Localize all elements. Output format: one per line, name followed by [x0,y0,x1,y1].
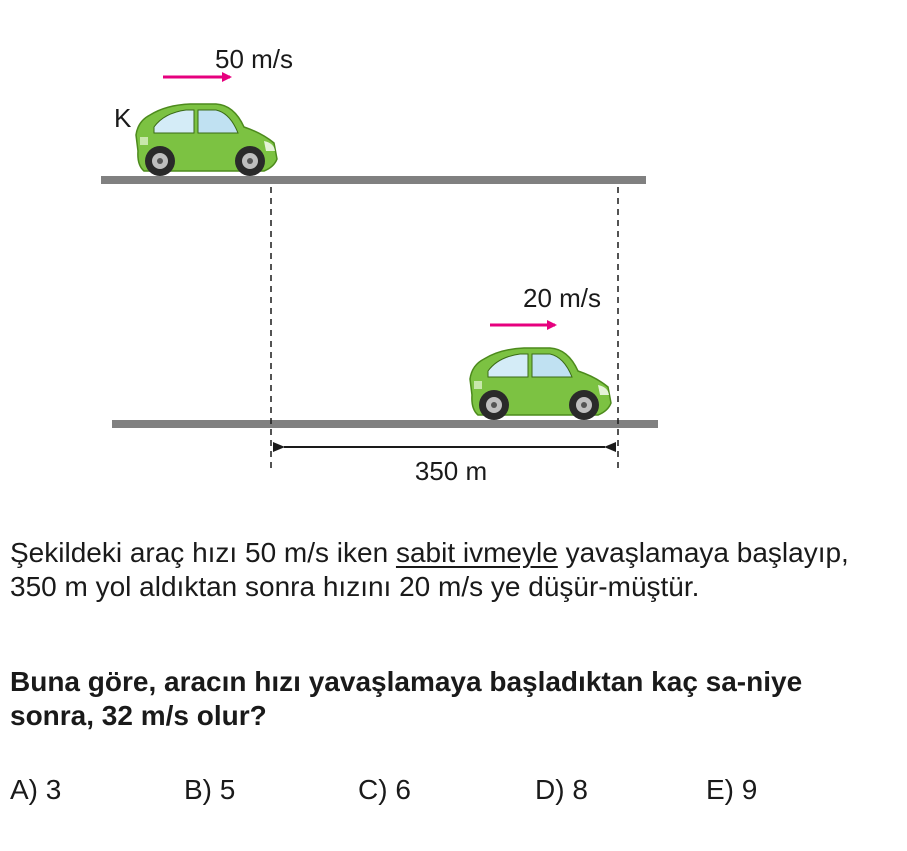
problem-text-part2: yavaşlamaya başlayıp, 350 m yol aldıktan sonra hızını 20 m/s ye düşür-müştür. [10,537,849,602]
bottom-speed-label: 20 m/s [522,283,602,313]
option-b[interactable]: B) 5 [184,774,236,805]
question: Buna göre, aracın hızı yavaşlamaya başladıktan kaç sa-niye sonra, 32 m/s olur? [10,666,803,731]
problem-statement [10,536,890,604]
option-d[interactable]: D) 8 [535,774,588,805]
car-k-top [136,104,277,176]
option-e[interactable]: E) 9 [706,774,758,805]
distance-label: 350 m [414,456,488,486]
option-a[interactable]: A) 3 [10,774,62,805]
option-c[interactable]: C) 6 [358,774,411,805]
problem-text-part1: Şekildeki araç hızı 50 m/s iken [10,537,396,568]
top-speed-label: 50 m/s [214,44,294,74]
top-road [101,176,646,184]
car-k-label: K [114,103,132,133]
bottom-road [112,420,658,428]
car-bottom [470,348,611,420]
underlined-phrase: sabit ivmeyle [395,537,558,568]
